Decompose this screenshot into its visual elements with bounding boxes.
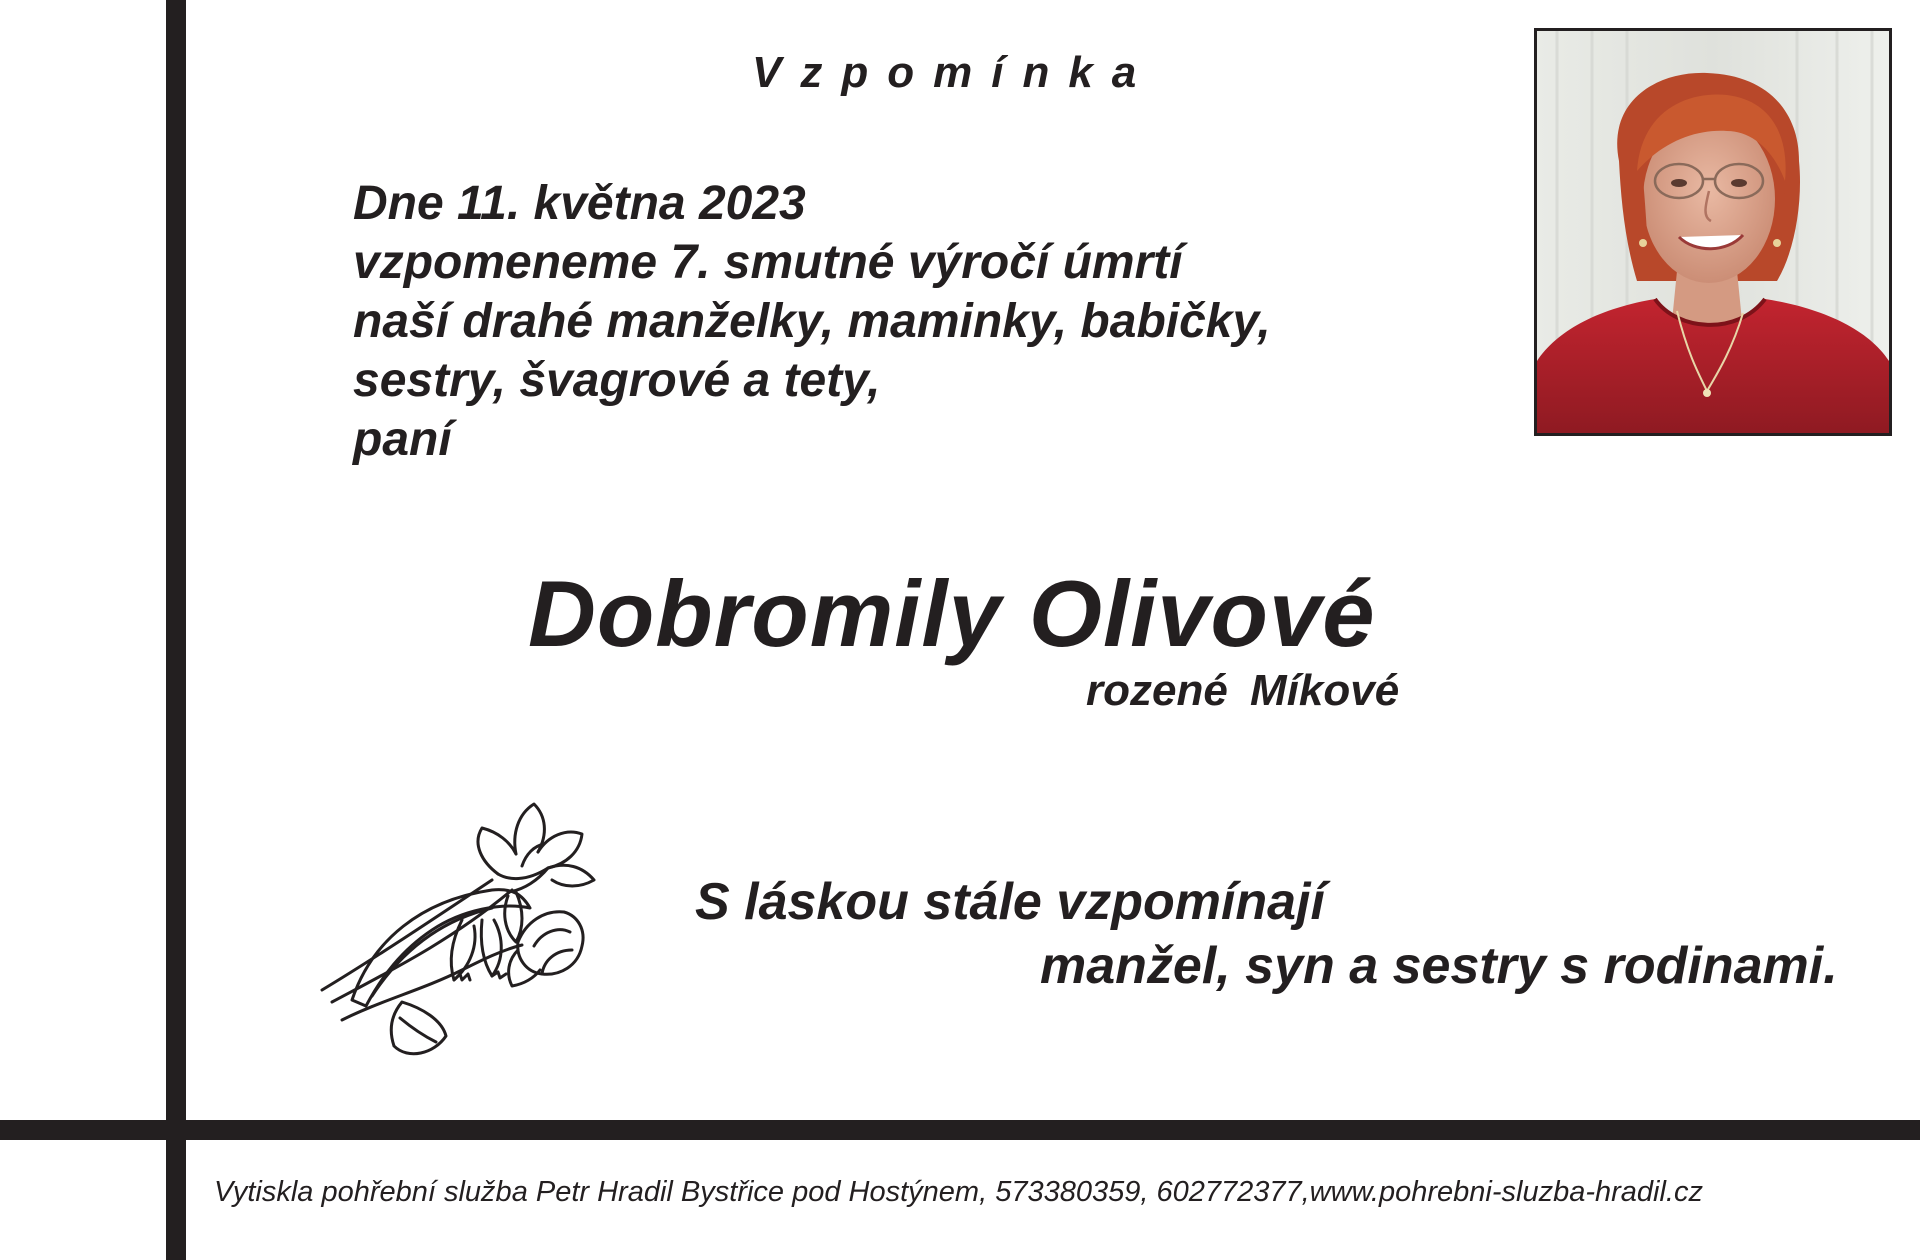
mourners-line-2: manžel, syn a sestry s rodinami. [1040, 937, 1838, 995]
vertical-cross-line [166, 0, 186, 1260]
intro-line: Dne 11. května 2023 [353, 177, 806, 230]
intro-line: paní [353, 413, 452, 466]
mourners-line-1: S láskou stále vzpomínají [695, 873, 1325, 931]
horizontal-cross-line [0, 1120, 1920, 1140]
intro-text [353, 174, 1271, 469]
printer-footer: Vytiskla pohřební služba Petr Hradil Bystřice pod Hostýnem, 573380359, 602772377,www.pohrebni-sluzba-hradil.cz [214, 1176, 1703, 1208]
intro-line: naší drahé manželky, maminky, babičky, [353, 295, 1271, 348]
portrait-photo [1534, 28, 1892, 436]
deceased-name: Dobromily Olivové [528, 561, 1376, 666]
card-heading: Vzpomínka [752, 48, 1156, 97]
rose-icon [312, 770, 632, 1065]
intro-line: sestry, švagrové a tety, [353, 354, 881, 407]
maiden-name: rozené Míkové [1086, 666, 1400, 715]
intro-line: vzpomeneme 7. smutné výročí úmrtí [353, 236, 1183, 289]
